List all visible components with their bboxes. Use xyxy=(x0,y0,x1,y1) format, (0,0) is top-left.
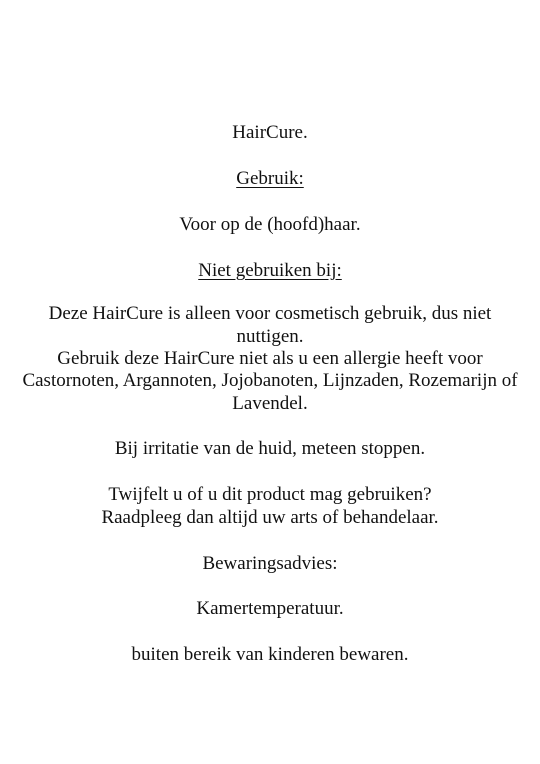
storage-text: Kamertemperatuur. xyxy=(196,598,344,619)
usage-text: Voor op de (hoofd)haar. xyxy=(179,214,361,235)
usage-heading-text: Gebruik: xyxy=(236,168,304,189)
irritation-text: Bij irritatie van de huid, meteen stoppen. xyxy=(114,438,426,459)
document-title: HairCure. xyxy=(232,122,308,143)
usage-heading xyxy=(0,167,540,190)
warning-line: Deze HairCure is alleen voor cosmetisch gebruik, dus niet xyxy=(48,303,492,324)
not-use-heading xyxy=(0,259,540,282)
warning-line: Lavendel. xyxy=(232,393,308,414)
warning-line: Gebruik deze HairCure niet als u een allergie heeft voor xyxy=(57,348,483,369)
storage-heading: Bewaringsadvies: xyxy=(202,553,338,574)
warning-line: Castornoten, Argannoten, Jojobanoten, Lijnzaden, Rozemarijn of xyxy=(22,370,518,391)
doubt-line: Raadpleeg dan altijd uw arts of behandelaar. xyxy=(101,507,439,528)
not-use-heading-text: Niet gebruiken bij: xyxy=(198,260,342,281)
doubt-line: Twijfelt u of u dit product mag gebruiken? xyxy=(108,484,432,505)
children-text: buiten bereik van kinderen bewaren. xyxy=(131,644,409,665)
warning-line: nuttigen. xyxy=(236,326,304,347)
